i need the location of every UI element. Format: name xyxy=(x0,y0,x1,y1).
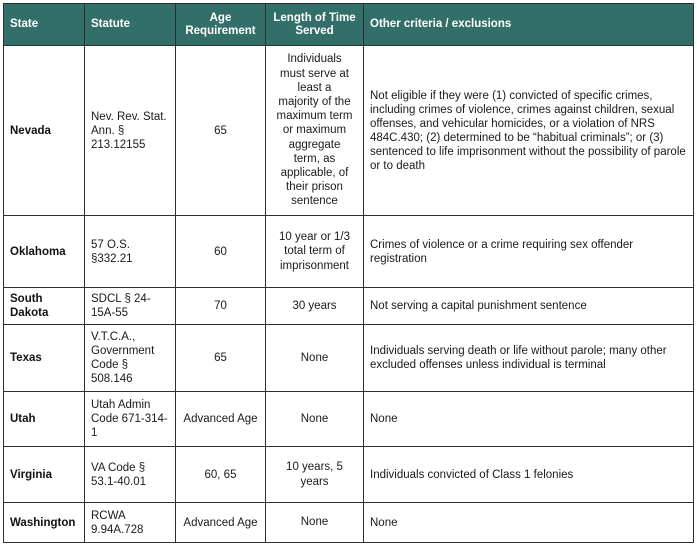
age-cell: 70 xyxy=(176,288,266,325)
other-criteria-cell: Not eligible if they were (1) convicted of specific crimes, including crimes of violence, crimes against children, sexual offenses, and vehicular homicides, or a violation of NRS 484C.430; (2) determined to be “habitual criminals”; or (3) sentenced to life imprisonment without the possibility of parole or to death xyxy=(364,46,694,216)
state-cell: Oklahoma xyxy=(4,216,85,288)
other-criteria-cell: None xyxy=(364,392,694,447)
length-cell: None xyxy=(266,325,364,392)
statute-cell: Nev. Rev. Stat. Ann. § 213.12155 xyxy=(85,46,176,216)
age-cell: 65 xyxy=(176,325,266,392)
statute-cell: V.T.C.A., Government Code § 508.146 xyxy=(85,325,176,392)
header-statute: Statute xyxy=(85,4,176,46)
other-criteria-cell: Individuals convicted of Class 1 felonies xyxy=(364,447,694,503)
table-row xyxy=(4,288,694,325)
header-age-requirement: Age Requirement xyxy=(176,4,266,46)
state-cell: Nevada xyxy=(4,46,85,216)
table-row xyxy=(4,46,694,216)
other-criteria-cell: Individuals serving death or life without parole; many other excluded offenses unless individual is terminal xyxy=(364,325,694,392)
statute-cell: 57 O.S. §332.21 xyxy=(85,216,176,288)
other-criteria-cell: Not serving a capital punishment sentence xyxy=(364,288,694,325)
table-container xyxy=(3,3,694,543)
length-cell: 10 years, 5 years xyxy=(266,447,364,503)
age-cell: Advanced Age xyxy=(176,392,266,447)
age-cell: Advanced Age xyxy=(176,503,266,543)
table-row xyxy=(4,503,694,543)
length-cell: None xyxy=(266,503,364,543)
state-cell: Washington xyxy=(4,503,85,543)
header-other-criteria: Other criteria / exclusions xyxy=(364,4,694,46)
table-row xyxy=(4,216,694,288)
other-criteria-cell: Crimes of violence or a crime requiring sex offender registration xyxy=(364,216,694,288)
state-cell: Virginia xyxy=(4,447,85,503)
eligibility-table xyxy=(3,3,694,543)
age-cell: 60 xyxy=(176,216,266,288)
statute-cell: RCWA 9.94A.728 xyxy=(85,503,176,543)
statute-cell: Utah Admin Code 671-314-1 xyxy=(85,392,176,447)
table-row xyxy=(4,325,694,392)
state-cell: Texas xyxy=(4,325,85,392)
other-criteria-cell: None xyxy=(364,503,694,543)
length-cell: 30 years xyxy=(266,288,364,325)
table-row xyxy=(4,392,694,447)
statute-cell: SDCL § 24-15A-55 xyxy=(85,288,176,325)
age-cell: 60, 65 xyxy=(176,447,266,503)
state-cell: Utah xyxy=(4,392,85,447)
table-row xyxy=(4,447,694,503)
length-cell: Individuals must serve at least a majority of the maximum term or maximum aggregate term, as applicable, of their prison sentence xyxy=(266,46,364,216)
header-state: State xyxy=(4,4,85,46)
age-cell: 65 xyxy=(176,46,266,216)
length-cell: 10 year or 1/3 total term of imprisonment xyxy=(266,216,364,288)
statute-cell: VA Code § 53.1-40.01 xyxy=(85,447,176,503)
header-row xyxy=(4,4,694,46)
header-length-of-time-served: Length of Time Served xyxy=(266,4,364,46)
length-cell: None xyxy=(266,392,364,447)
state-cell: South Dakota xyxy=(4,288,85,325)
